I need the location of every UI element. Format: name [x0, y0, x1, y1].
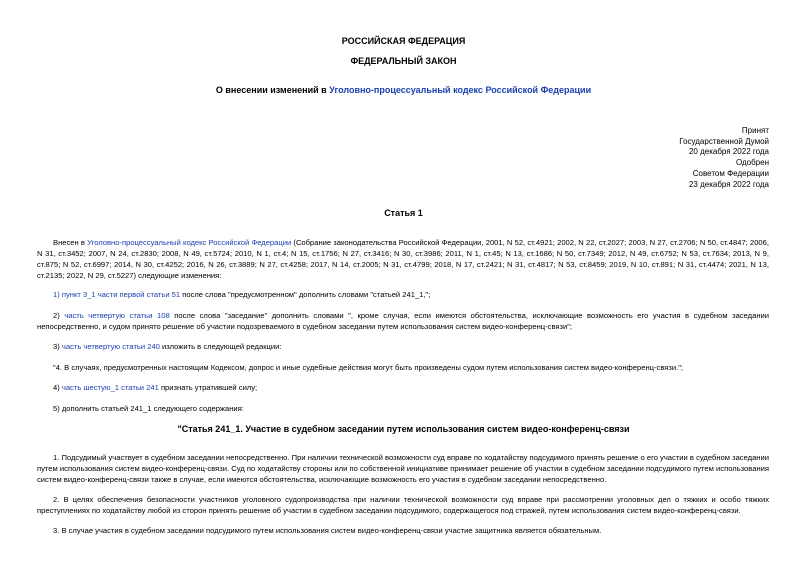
intro-prefix: Внесен в	[53, 238, 88, 247]
list-item: 5) дополнить статьей 241_1 следующего содержания:	[53, 404, 244, 413]
list-item	[37, 289, 769, 300]
item-link-text: пункт 3_1 части первой статьи 51	[61, 290, 181, 299]
item-text: признать утратившей силу;	[158, 383, 258, 392]
item-text: изложить в следующей редакции:	[159, 342, 282, 351]
intro-suffix: (Собрание законодательства Российской Федерации, 2001, N 52, ст.4921; 2002, N 22, ст.2027; 2003, N 27, ст.2706; N 50, ст.4847; 2006, N 31, ст.3452; 2007, N 24, ст.2830; 2008, N 49, ст.5724; 2010, N 1, ст.4; N 15, ст.1756; N 27, ст.3416; N 30, ст.3986; 2011, N 1, ст.45; N 13, ст.1686; N 50, ст.7349; 2012, N 49, ст.6752; N 53, ст.7634; 2013, N 9, ст.875; N 52, ст.6997; 2014, N 30, ст.4252; 2016, N 26, ст.3889; N 27, ст.4258; 2017, N 14, ст.2005; N 31, ст.4799; 2018, N 17, ст.2421; N 31, ст.4817; N 53, ст.8459; 2019, N 10, ст.891; N 31, ст.4474; 2021, N 13, ст.2135; 2022, N 29, ст.5227) следующие изменения:	[37, 238, 769, 280]
document-country: РОССИЙСКАЯ ФЕДЕРАЦИЯ	[341, 36, 466, 46]
list-item	[37, 310, 769, 332]
title-prefix: О внесении изменений в	[215, 85, 330, 95]
acceptance-line: Государственной Думой	[679, 136, 769, 146]
acceptance-block	[569, 126, 769, 190]
new-article-paragraph: 1. Подсудимый участвует в судебном заседании непосредственно. При наличии технической возможности суд вправе по ходатайству подсудимого принять решение о его участии в судебном заседании путем использования систем видео-конференц-связи. Суд по ходатайству стороны или по собственной инициативе принимает решение об участии в судебном заседании подсудимого путем использования систем видео-конференц-связи также в случае, если имеются обстоятельства, исключающие возможность его участия в судебном заседании непосредственно.	[37, 453, 769, 484]
acceptance-line: Советом Федерации	[692, 168, 769, 178]
intro-code-link[interactable]: Уголовно-процессуальный кодекс Российской Федерации	[87, 238, 292, 247]
list-item	[37, 341, 769, 352]
item-text: после слова "заседание" дополнить словами ", кроме случая, если имеются обстоятельства, исключающие возможность его участия в судебном заседании непосредственно, и судом принято решение об участии подозреваемого в судебном заседании путем использования систем видео-конференц-связи";	[37, 311, 769, 331]
item-number: 2)	[53, 311, 65, 320]
new-article-title: "Статья 241_1. Участие в судебном заседании путем использования систем видео-конференц-связи	[177, 424, 630, 434]
item-number: 1)	[53, 290, 62, 299]
acceptance-line: 23 декабря 2022 года	[688, 179, 769, 189]
item-link[interactable]: часть четвертую статьи 108	[64, 311, 170, 320]
document-type: ФЕДЕРАЛЬНЫЙ ЗАКОН	[350, 56, 457, 66]
item-text: после слова "предусмотренном" дополнить словами "статьей 241_1,";	[180, 290, 431, 299]
article-title: Статья 1	[384, 208, 423, 218]
item-link[interactable]: часть шестую_1 статьи 241	[61, 383, 159, 392]
article-intro	[37, 237, 769, 281]
item-link[interactable]: часть четвертую статьи 240	[61, 342, 160, 351]
new-article-paragraph: 3. В случае участия в судебном заседании подсудимого путем использования систем видео-конференц-связи участие защитника является обязательным.	[53, 526, 602, 535]
acceptance-line: Принят	[741, 126, 769, 135]
acceptance-line: Одобрен	[735, 158, 769, 168]
new-article-paragraph: 2. В целях обеспечения безопасности участников уголовного судопроизводства при наличии технической возможности суд вправе при рассмотрении уголовных дел о тяжких и особо тяжких преступлениях по ходатайству любой из сторон принять решение об участии в судебном заседании подсудимого, содержащегося под стражей, путем использования систем видео-конференц-связи.	[37, 495, 769, 515]
title-code-link[interactable]: Уголовно-процессуальный кодекс Российской Федерации	[329, 85, 592, 95]
item-number: 3)	[53, 342, 62, 351]
quoted-text: "4. В случаях, предусмотренных настоящим Кодексом, допрос и иные судебные действия могут быть произведены судом путем использования систем видео-конференц-связи.";	[53, 363, 684, 372]
item-number: 4)	[53, 383, 62, 392]
acceptance-line: 20 декабря 2022 года	[688, 147, 769, 157]
list-item	[37, 382, 769, 393]
item-link[interactable]	[53, 290, 180, 299]
document-title	[0, 85, 807, 96]
